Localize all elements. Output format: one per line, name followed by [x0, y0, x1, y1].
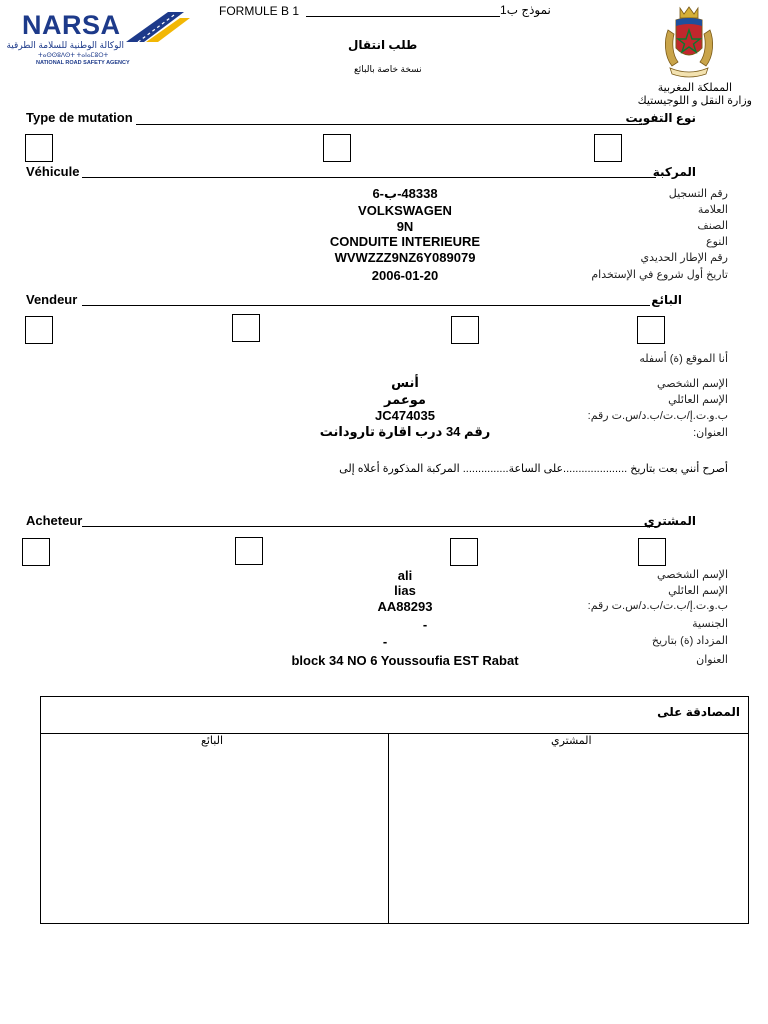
- vehicle-label-fr: Véhicule: [26, 164, 80, 179]
- seller-id-label: ب.و.ت.إ/ب.ت/ب.د/س.ت رقم:: [587, 410, 728, 422]
- certification-box: [40, 696, 749, 924]
- seller-address-label: العنوان:: [693, 427, 728, 439]
- seller-last-name-label: الإسم العائلي: [668, 394, 728, 406]
- type-label: النوع: [706, 236, 728, 248]
- buyer-checkbox-2[interactable]: [235, 537, 263, 565]
- seller-label-fr: Vendeur: [26, 292, 78, 307]
- buyer-line: [82, 526, 658, 527]
- seller-first-name-value: أنس: [391, 375, 419, 390]
- seller-checkbox-3[interactable]: [451, 316, 479, 344]
- type-value: CONDUITE INTERIEURE: [329, 234, 481, 249]
- model-value: 9N: [396, 219, 414, 234]
- vehicle-label-ar: المركبة: [652, 165, 696, 179]
- chassis-label: رقم الإطار الحديدي: [640, 252, 728, 264]
- brand-value: VOLKSWAGEN: [358, 203, 452, 218]
- logo-tifinagh: ⵜⴰⵙⵙⵓⴷⵙⵜ ⵜⴰⵏⴰⵎⵓⵔⵜ: [38, 53, 109, 59]
- narsa-logo: [6, 10, 200, 70]
- buyer-id-value: AA88293: [377, 599, 433, 614]
- buyer-label-fr: Acheteur: [26, 513, 83, 528]
- buyer-signature-cell[interactable]: [389, 733, 748, 923]
- formule-label-ar: نموذج ب1: [500, 3, 551, 17]
- vehicle-line: [82, 177, 656, 178]
- buyer-first-name-label: الإسم الشخصي: [657, 569, 728, 581]
- mutation-checkbox-2[interactable]: [323, 134, 351, 162]
- certification-title: المصادقة على: [657, 705, 740, 719]
- seller-checkbox-1[interactable]: [25, 316, 53, 344]
- seller-signature-cell[interactable]: [41, 733, 389, 923]
- buyer-first-name-value: ali: [397, 568, 413, 583]
- formule-label: FORMULE B 1: [219, 4, 300, 18]
- seller-intro: أنا الموقع (ة) أسفله: [639, 353, 728, 365]
- buyer-signature-label: المشتري: [551, 735, 592, 747]
- morocco-coat-of-arms-icon: [656, 4, 722, 78]
- mutation-checkbox-3[interactable]: [594, 134, 622, 162]
- buyer-birthdate-value: -: [382, 634, 388, 649]
- logo-brand: NARSA: [22, 10, 121, 40]
- logo-arabic: الوكالة الوطنية للسلامة الطرقية: [6, 40, 124, 50]
- buyer-nationality-value: -: [422, 617, 428, 632]
- seller-checkbox-4[interactable]: [637, 316, 665, 344]
- chassis-value: WVWZZZ9NZ6Y089079: [334, 250, 476, 265]
- buyer-checkbox-1[interactable]: [22, 538, 50, 566]
- brand-label: العلامة: [697, 204, 728, 216]
- ministry-label: وزارة النقل و اللوجيستيك: [637, 95, 752, 107]
- seller-id-value: JC474035: [375, 408, 435, 423]
- mutation-line: [136, 124, 642, 125]
- buyer-last-name-label: الإسم العائلي: [668, 585, 728, 597]
- buyer-checkbox-3[interactable]: [450, 538, 478, 566]
- kingdom-label: المملكة المغربية: [657, 82, 732, 94]
- form-title: طلب انتقال: [348, 38, 418, 52]
- registration-label: رقم التسجيل: [668, 188, 728, 200]
- first-use-date-value: 2006-01-20: [371, 268, 439, 283]
- buyer-birthdate-label: المزداد (ة) بتاريخ: [651, 635, 728, 647]
- seller-last-name-value: موعمر: [384, 392, 426, 407]
- buyer-address-label: العنوان: [696, 654, 728, 666]
- logo-english: NATIONAL ROAD SAFETY AGENCY: [36, 60, 130, 66]
- sale-declaration: أصرح أنني بعت بتاريخ .....................على الساعة............... المركبة المذكورة أعلاه إلى: [339, 463, 728, 475]
- buyer-id-label: ب.و.ت.إ/ب.ت/ب.د/س.ت رقم:: [587, 600, 728, 612]
- mutation-label-ar: نوع التفويت: [625, 111, 696, 125]
- mutation-label-fr: Type de mutation: [26, 110, 133, 125]
- seller-line: [82, 305, 650, 306]
- buyer-address-value: block 34 NO 6 Youssoufia EST Rabat: [291, 653, 519, 668]
- form-subtitle: نسخة خاصة بالبائع: [354, 64, 422, 74]
- first-use-date-label: تاريخ أول شروع في الإستخدام: [591, 269, 728, 281]
- seller-label-ar: البائع: [651, 293, 682, 307]
- registration-value: 48338-ب-6: [372, 186, 438, 201]
- buyer-checkbox-4[interactable]: [638, 538, 666, 566]
- seller-signature-label: البائع: [201, 735, 223, 747]
- seller-checkbox-2[interactable]: [232, 314, 260, 342]
- seller-address-value: رقم 34 درب اقارة تارودانت: [319, 424, 491, 439]
- mutation-checkbox-1[interactable]: [25, 134, 53, 162]
- buyer-label-ar: المشتري: [643, 514, 696, 528]
- road-swoosh-icon: [124, 10, 192, 44]
- seller-first-name-label: الإسم الشخصي: [657, 378, 728, 390]
- formule-line: [306, 16, 500, 17]
- buyer-last-name-value: lias: [394, 583, 416, 598]
- buyer-nationality-label: الجنسية: [692, 618, 728, 630]
- model-label: الصنف: [697, 220, 728, 232]
